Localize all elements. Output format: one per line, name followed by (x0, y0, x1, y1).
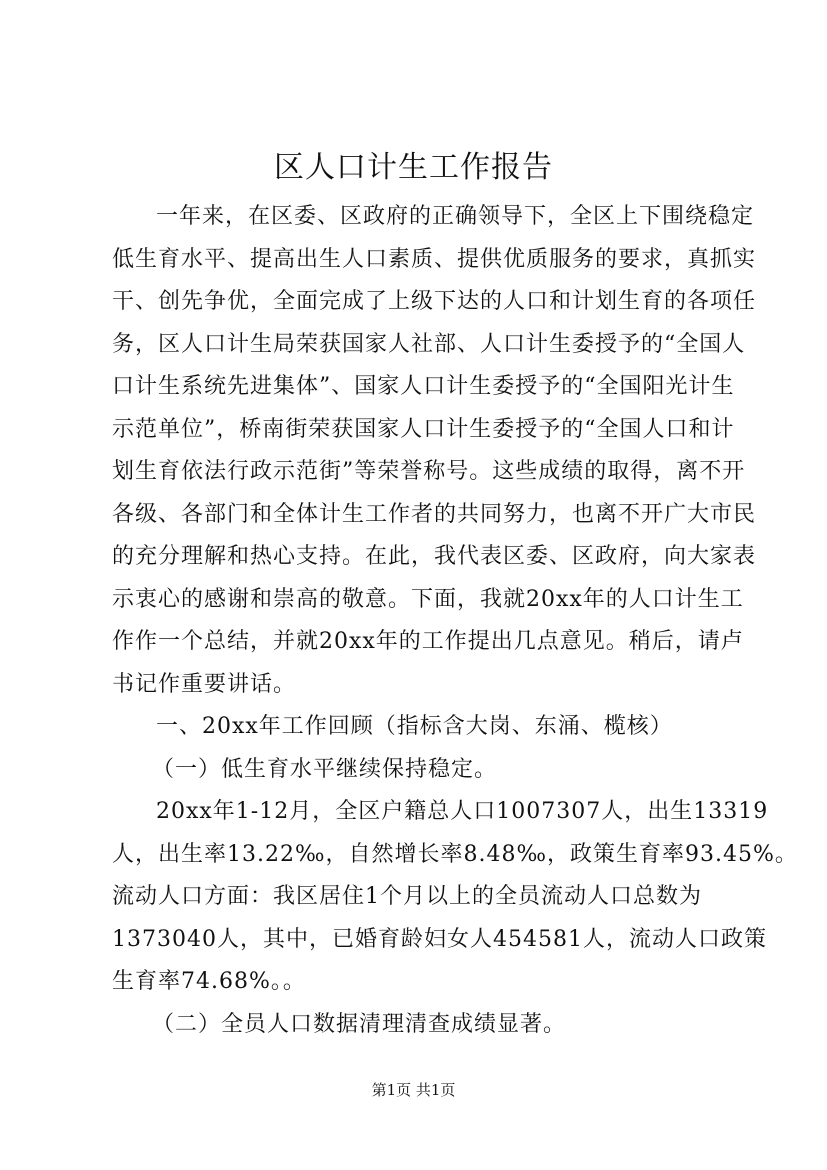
paragraph-line: 20xx年1-12月，全区户籍总人口1007307人，出生13319 (156, 799, 769, 824)
paragraph-line: 作作一个总结，并就20xx年的工作提出几点意见。稍后，请卢 (112, 629, 744, 654)
paragraph-line: 书记作重要讲话。 (112, 671, 297, 697)
paragraph-line: 人，出生率13.22‰，自然增长率8.48‰，政策生育率93.45%。 (112, 841, 798, 867)
paragraph-line: 1373040人，其中，已婚育龄妇女人454581人，流动人口政策 (112, 926, 767, 952)
subsection-heading: （二）全员人口数据清理清查成绩显著。 (152, 1011, 567, 1037)
paragraph-line: 示范单位”，桥南街荣获国家人口计生委授予的“全国人口和计 (112, 416, 735, 442)
paragraph-line: 的充分理解和热心支持。在此，我代表区委、区政府，向大家表 (112, 544, 757, 569)
document-body (112, 196, 798, 1046)
paragraph-line: 流动人口方面：我区居住1个月以上的全员流动人口总数为 (112, 884, 702, 909)
paragraph-line: 各级、各部门和全体计生工作者的共同努力，也离不开广大市民 (112, 501, 757, 527)
section-heading: 一、20xx年工作回顾（指标含大岗、东涌、榄核） (156, 714, 673, 739)
paragraph-line: 口计生系统先进集体”、国家人口计生委授予的“全国阳光计生 (112, 374, 735, 399)
paragraph-line: 一年来，在区委、区政府的正确领导下，全区上下围绕稳定 (156, 204, 755, 229)
paragraph-line: 划生育依法行政示范街”等荣誉称号。这些成绩的取得，离不开 (112, 459, 746, 484)
paragraph-line: 生育率74.68%。。 (112, 969, 306, 994)
paragraph-line: 干、创先争优，全面完成了上级下达的人口和计划生育的各项任 (112, 289, 757, 314)
page-number-footer: 第1页 共1页 (371, 1081, 456, 1099)
paragraph-line: 低生育水平、提高出生人口素质、提供优质服务的要求，真抓实 (112, 246, 757, 272)
paragraph-line: 示衷心的感谢和崇高的敬意。下面，我就20xx年的人口计生工 (112, 586, 744, 612)
paragraph-line: 务，区人口计生局荣获国家人社部、人口计生委授予的“全国人 (112, 331, 746, 357)
document-title: 区人口计生工作报告 (274, 150, 553, 185)
subsection-heading: （一）低生育水平继续保持稳定。 (152, 756, 498, 782)
